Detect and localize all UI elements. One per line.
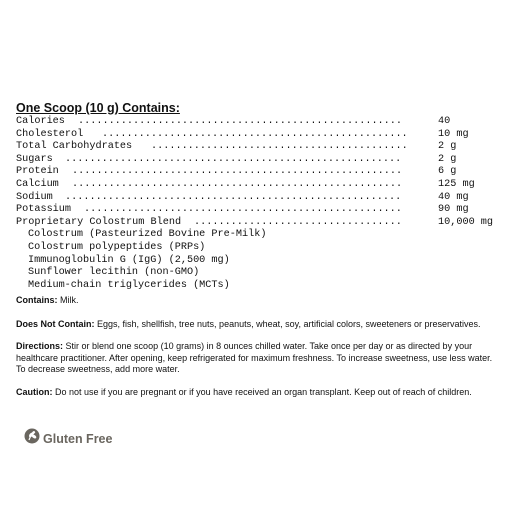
nutrient-value: 10 mg [438,128,469,140]
does-not-contain-text: Eggs, fish, shellfish, tree nuts, peanuts, wheat, soy, artificial colors, sweeteners or preservatives. [94,318,481,329]
nutrient-label: Total Carbohydrates [16,141,133,153]
nutrient-row [16,217,502,230]
dot-leader: .................................................... [84,204,402,216]
nutrient-value: 125 mg [438,178,475,190]
nutrient-row [16,192,502,205]
contains-label: Contains: [16,295,58,306]
nutrient-label: Protein [16,166,59,178]
dot-leader: ....................................................... [65,153,402,165]
nutrient-row [16,179,502,192]
does-not-contain-label: Does Not Contain: [16,318,95,329]
nutrient-label: Calories [16,116,65,127]
dot-leader: .......................................... [151,141,408,153]
nutrient-label: Potassium [16,204,72,216]
nutrient-value: 90 mg [438,204,469,216]
nutrient-value: 2 g [438,141,457,153]
nutrient-label: Cholesterol [16,128,84,140]
nutrient-label: Sodium [16,191,53,203]
nutrient-row [16,204,502,217]
dot-leader: ...................................................... [72,166,403,178]
dot-leader: ...................................................... [72,178,403,190]
serving-title: One Scoop (10 g) Contains: [16,101,180,115]
gluten-free-badge [24,428,112,449]
nutrient-value: 6 g [438,166,457,178]
nutrient-value: 10,000 mg [438,216,494,228]
nutrient-value: 40 [438,116,451,127]
dot-leader: ..................................................... [78,116,403,127]
blend-ingredient: Medium-chain triglycerides (MCTs) [28,279,230,291]
nutrient-label: Proprietary Colostrum Blend [16,216,182,228]
nutrient-row [16,129,502,142]
caution-text: Do not use if you are pregnant or if you have received an organ transplant. Keep out of reach of children. [52,386,472,397]
blend-ingredient: Sunflower lecithin (non-GMO) [28,267,200,279]
nutrient-row [16,141,502,154]
dot-leader: .................................................. [102,128,408,140]
blend-ingredient: Immunoglobulin G (IgG) (2,500 mg) [28,254,230,266]
contains-statement [16,295,502,307]
nutrient-list [16,116,502,292]
nutrient-row [16,116,502,129]
supplement-facts-panel [16,101,502,398]
does-not-contain-statement [16,319,502,331]
nutrient-label: Calcium [16,178,59,190]
dot-leader: ....................................................... [65,191,402,203]
nutrient-row [16,154,502,167]
dot-leader: .................................. [194,216,402,228]
nutrient-label: Sugars [16,153,53,165]
caution-label: Caution: [16,386,53,397]
contains-text: Milk. [57,295,79,306]
blend-ingredient: Colostrum (Pasteurized Bovine Pre-Milk) [28,229,267,241]
wheat-leaf-icon [24,428,40,449]
directions-label: Directions: [16,341,64,352]
nutrient-value: 2 g [438,153,457,165]
blend-ingredient: Colostrum polypeptides (PRPs) [28,241,206,253]
caution-statement [16,387,502,399]
gluten-free-label: Gluten Free [43,431,113,446]
nutrient-value: 40 mg [438,191,469,203]
directions-text: Stir or blend one scoop (10 grams) in 8 ounces chilled water. Take once per day or as directed by your healthcare practitioner. After opening, keep refrigerated for maximum freshness. To increase sweetness, use less water. To decrease sweetness, add more water. [16,341,493,375]
nutrient-row [16,166,502,179]
directions-statement [16,341,502,376]
